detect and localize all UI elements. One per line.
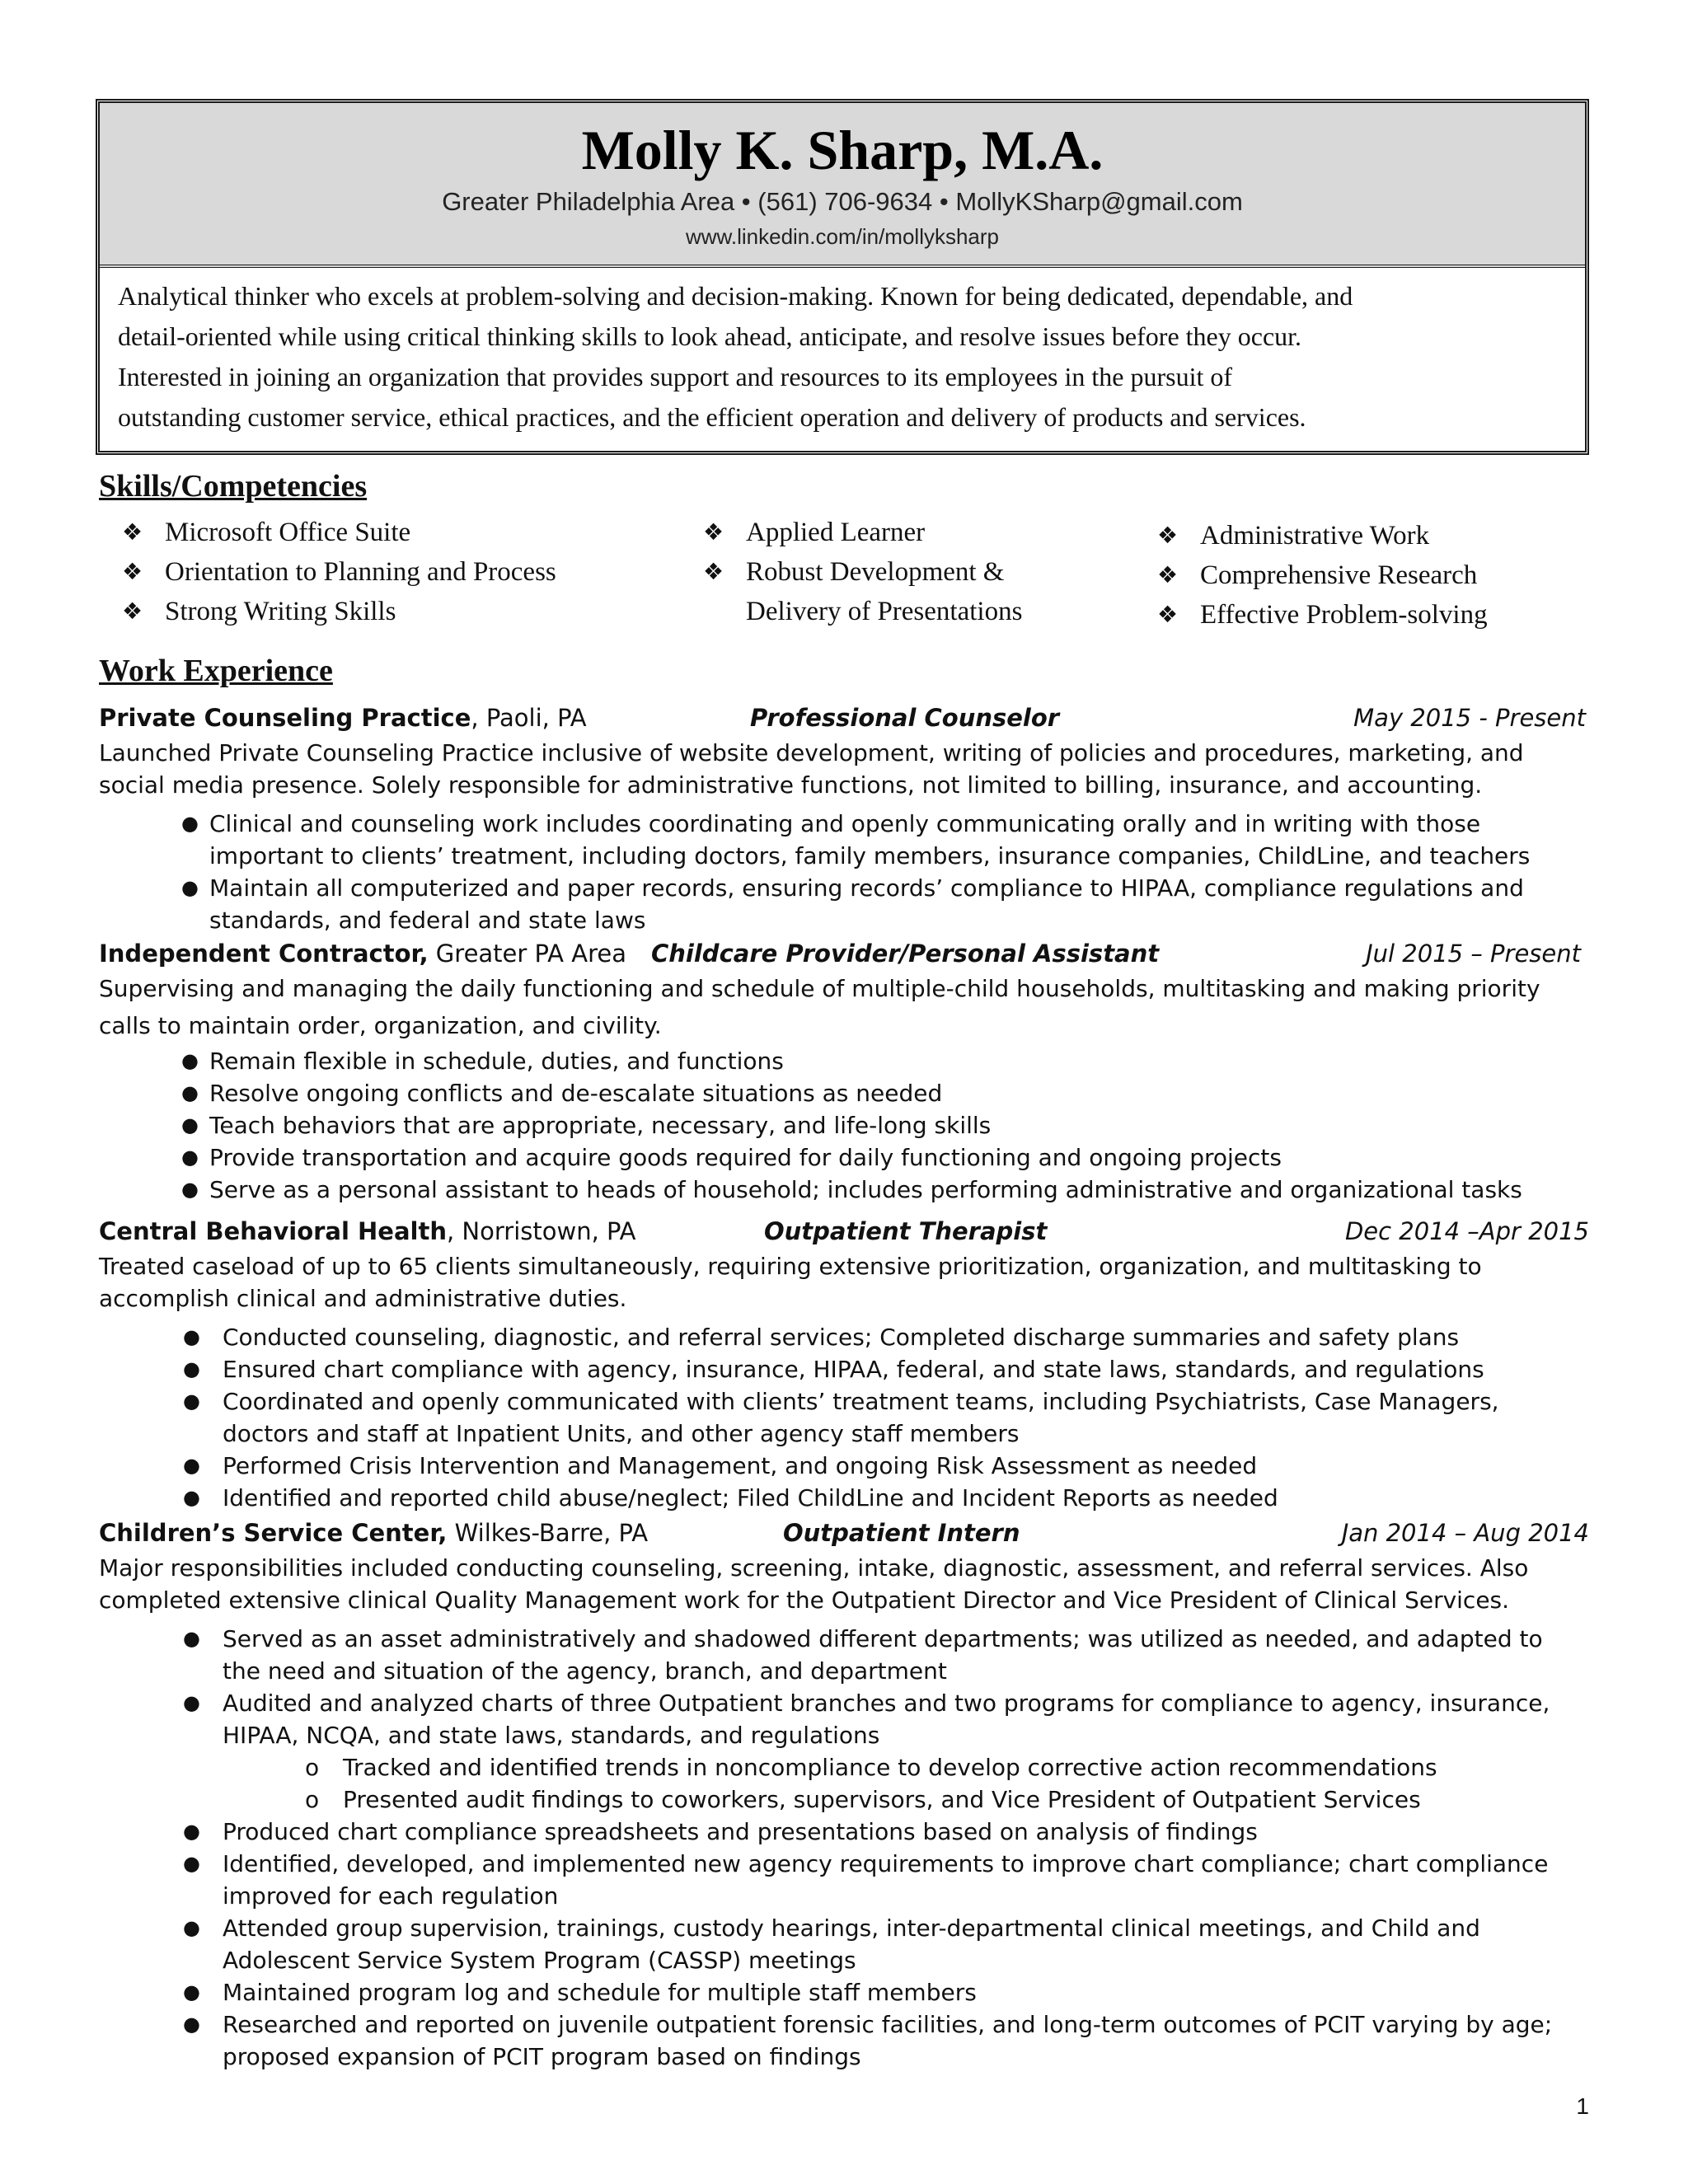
skill-item: ❖ Orientation to Planning and Process (115, 552, 556, 592)
job-bullet: ● Maintained program log and schedule for multiple staff members (183, 1979, 977, 2006)
summary-line: detail-oriented while using critical thinking skills to look ahead, anticipate, and resolve issues before they occur. (118, 321, 1302, 351)
diamond-bullet-icon: ❖ (1157, 601, 1179, 628)
summary (118, 276, 1567, 438)
job-description: Treated caseload of up to 65 clients simultaneously, requiring extensive prioritization, organization, and multitasking to (99, 1253, 1482, 1280)
diamond-bullet-icon: ❖ (703, 518, 724, 546)
job-header (99, 1217, 1589, 1250)
job-description: Major responsibilities included conducting counseling, screening, intake, diagnostic, assessment, and referral services. Also (99, 1554, 1529, 1582)
job-bullet: ● Teach behaviors that are appropriate, necessary, and life-long skills (181, 1112, 992, 1139)
job-bullet: ● Conducted counseling, diagnostic, and referral services; Completed discharge summaries and safety plans (183, 1324, 1460, 1351)
job-bullet: ● Serve as a personal assistant to heads of household; includes performing administrative and organizational tasks (181, 1176, 1522, 1203)
job-bullet: ● Identified and reported child abuse/neglect; Filed ChildLine and Incident Reports as needed (183, 1484, 1278, 1511)
job-bullet: ● Clinical and counseling work includes coordinating and openly communicating orally and in writing with those important to clients’ treatment, including doctors, family members, insurance companies, ChildLine, and teachers (181, 810, 1531, 869)
work-heading: Work Experience (99, 654, 333, 688)
job-bullet: ● Provide transportation and acquire goods required for daily functioning and ongoing projects (181, 1144, 1282, 1171)
job-bullet: ● Served as an asset administratively and shadowed different departments; was utilized as needed, and adapted to the need and situation of the agency, branch, and department (183, 1625, 1543, 1685)
skill-item: Delivery of Presentations (746, 597, 1023, 626)
job-bullet: ● Attended group supervision, trainings, custody hearings, inter-departmental clinical meetings, and Child and Adolescent Service System Program (CASSP) meetings (183, 1915, 1480, 1974)
page-number: 1 (1576, 2093, 1589, 2119)
diamond-bullet-icon: ❖ (703, 558, 724, 585)
job-dates: Dec 2014 –Apr 2015 (1344, 1217, 1589, 1245)
diamond-bullet-icon: ❖ (1157, 561, 1179, 588)
skill-item: ❖ Administrative Work (1151, 516, 1488, 555)
job-title: Outpatient Therapist (764, 1217, 1048, 1245)
diamond-bullet-icon: ❖ (122, 598, 143, 625)
diamond-bullet-icon: ❖ (1157, 522, 1179, 549)
job-bullet: ● Maintain all computerized and paper records, ensuring records’ compliance to HIPAA, compliance regulations and standards, and federal and state laws (181, 874, 1524, 934)
job-company: Independent Contractor, Greater PA Area (99, 940, 626, 968)
job-sub-bullet: o Presented audit findings to coworkers, supervisors, and Vice President of Outpatient Services (305, 1786, 1421, 1813)
contact-line: Greater Philadelphia Area • (561) 706-9634 • MollyKSharp@gmail.com (442, 187, 1243, 216)
skill-item: ❖ Applied Learner (696, 513, 1022, 552)
skills-column-2 (696, 513, 1022, 631)
job-company: Children’s Service Center, Wilkes-Barre, PA (99, 1519, 649, 1547)
job-header (99, 1519, 1589, 1552)
skill-item: ❖ Strong Writing Skills (115, 592, 556, 631)
summary-line: outstanding customer service, ethical practices, and the efficient operation and delivery of products and services. (118, 402, 1306, 432)
job-title: Outpatient Intern (783, 1519, 1020, 1547)
job-sub-bullet: o Tracked and identified trends in noncompliance to develop corrective action recommendations (305, 1754, 1437, 1781)
summary-line: Analytical thinker who excels at problem-solving and decision-making. Known for being dedicated, dependable, and (118, 281, 1353, 311)
skills-column-1 (115, 513, 556, 631)
diamond-bullet-icon: ❖ (122, 518, 143, 546)
job-dates: Jan 2014 – Aug 2014 (1341, 1519, 1589, 1547)
skill-item: ❖ Robust Development & (696, 552, 1022, 592)
job-description: Launched Private Counseling Practice inclusive of website development, writing of policies and procedures, marketing, and (99, 739, 1524, 766)
job-description: completed extensive clinical Quality Management work for the Outpatient Director and Vice President of Clinical Services. (99, 1586, 1510, 1614)
job-company: Private Counseling Practice, Paoli, PA (99, 704, 587, 732)
job-header (99, 940, 1582, 972)
skill-item: ❖ Microsoft Office Suite (115, 513, 556, 552)
job-entry (99, 1217, 1589, 1514)
job-bullet: ● Coordinated and openly communicated with clients’ treatment teams, including Psychiatrists, Case Managers, doctors and staff at Inpatient Units, and other agency staff members (183, 1388, 1499, 1447)
job-entry (99, 704, 1586, 936)
job-bullet: ● Researched and reported on juvenile outpatient forensic facilities, and long-term outcomes of PCIT varying by age; proposed expansion of PCIT program based on findings (183, 2011, 1553, 2070)
skills-list (115, 513, 1599, 644)
job-description: calls to maintain order, organization, and civility. (99, 1012, 662, 1039)
job-title: Childcare Provider/Personal Assistant (651, 940, 1160, 968)
job-bullet: ● Ensured chart compliance with agency, insurance, HIPAA, federal, and state laws, standards, and regulations (183, 1356, 1484, 1383)
job-header (99, 704, 1586, 737)
summary-line: Interested in joining an organization that provides support and resources to its employees in the pursuit of (118, 362, 1232, 391)
job-title: Professional Counselor (750, 704, 1060, 732)
job-company: Central Behavioral Health, Norristown, PA (99, 1217, 636, 1245)
job-bullet: ● Identified, developed, and implemented new agency requirements to improve chart compliance; chart compliance improved for each regulation (183, 1850, 1549, 1910)
job-description: accomplish clinical and administrative duties. (99, 1285, 627, 1312)
job-bullet: ● Produced chart compliance spreadsheets and presentations based on analysis of findings (183, 1818, 1258, 1845)
job-description: Supervising and managing the daily functioning and schedule of multiple-child households, multitasking and making priority (99, 975, 1540, 1002)
job-dates: May 2015 - Present (1353, 704, 1586, 732)
job-dates: Jul 2015 – Present (1366, 940, 1581, 968)
diamond-bullet-icon: ❖ (122, 558, 143, 585)
skills-heading: Skills/Competencies (99, 469, 368, 504)
job-bullet: ● Remain flexible in schedule, duties, and functions (181, 1047, 784, 1075)
job-bullet: ● Resolve ongoing conflicts and de-escalate situations as needed (181, 1080, 943, 1107)
job-entry (99, 940, 1582, 1206)
skill-item: ❖ Effective Problem-solving (1151, 595, 1488, 635)
job-bullet: ● Performed Crisis Intervention and Management, and ongoing Risk Assessment as needed (183, 1452, 1258, 1479)
header-banner (100, 103, 1585, 268)
skill-item: ❖ Comprehensive Research (1151, 555, 1488, 595)
skills-column-3 (1151, 516, 1488, 635)
job-entry (99, 1519, 1589, 2073)
job-bullet: ● Audited and analyzed charts of three Outpatient branches and two programs for compliance to agency, insurance, HIPAA, NCQA, and state laws, standards, and regulations (183, 1690, 1550, 1749)
linkedin-url[interactable]: www.linkedin.com/in/mollyksharp (685, 224, 1000, 249)
header-box (96, 99, 1589, 455)
candidate-name: Molly K. Sharp, M.A. (581, 119, 1104, 181)
job-description: social media presence. Solely responsible for administrative functions, not limited to billing, insurance, and accounting. (99, 771, 1483, 799)
